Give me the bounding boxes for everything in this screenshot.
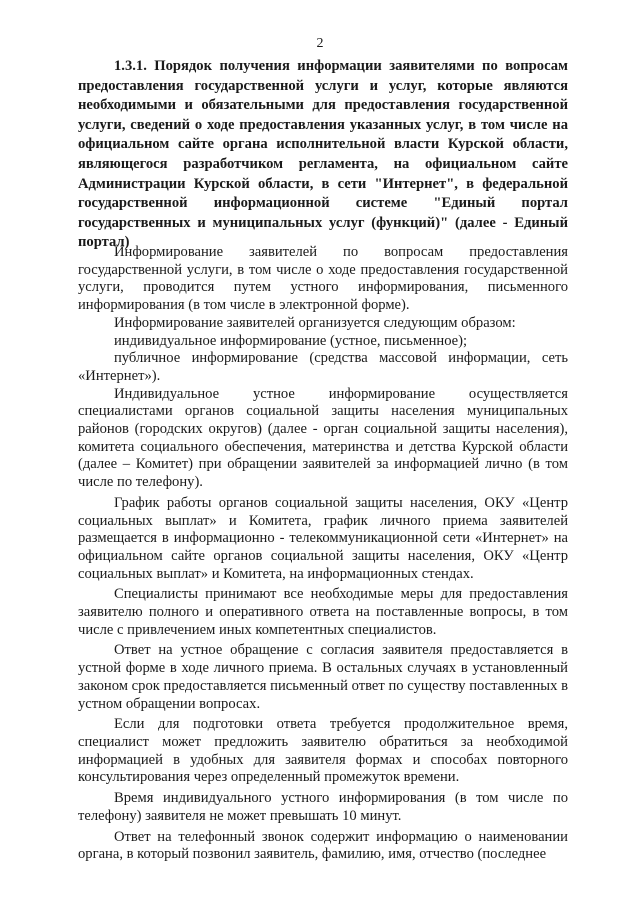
paragraph-specialists-measures: Специалисты принимают все необходимые меры для предоставления заявителю полного и оперативного ответа на поставленные вопросы, в том числе с привлечением иных компетентных специалистов. [78, 586, 568, 638]
paragraph-extended-time: Если для подготовки ответа требуется продолжительное время, специалист может предложить заявителю обратиться за необходимой информацией в удобных для заявителя формах и способах повторного консультирования через определенный промежуток времени. [78, 716, 568, 786]
paragraph-public-informing: публичное информирование (средства массовой информации, сеть «Интернет»). [78, 350, 568, 384]
paragraph-oral-informing: Индивидуальное устное информирование осуществляется специалистами органов социальной защиты населения муниципальных районов (городских округов) (далее - орган социальной защиты населения), комитета социального обеспечения, материнства и детства Курской области (далее – Комитет) при обращении заявителей за информацией лично (в том числе по телефону). [78, 385, 568, 491]
paragraph-informing-overview: Информирование заявителей по вопросам предоставления государственной услуги, в том числе о ходе предоставления государственной услуги, проводится путем устного информирования, письменного информирования (в том числе в электронной форме). [78, 244, 568, 314]
section-heading: 1.3.1. Порядок получения информации заявителями по вопросам предоставления государственной услуги и услуг, которые являются необходимыми и обязательными для предоставления государственной услуги, сведений о ходе предоставления указанных услуг, в том числе на официальном сайте органа исполнительной власти Курской области, являющегося разработчиком регламента, на официальном сайте Администрации Курской области, в сети "Интернет", в федеральной государственной информационной системе "Единый портал государственных и муниципальных услуг (функций)" (далее - Единый портал) [78, 58, 568, 251]
paragraph-oral-response: Ответ на устное обращение с согласия заявителя предоставляется в устной форме в ходе личного приема. В остальных случаях в установленный законом срок предоставляется письменный ответ по существу поставленных в устном обращении вопросах. [78, 642, 568, 712]
body-text [78, 244, 568, 864]
paragraph-informing-organization: Информирование заявителей организуется следующим образом: [114, 314, 516, 331]
page-number: 2 [316, 36, 324, 51]
paragraph-phone-answer: Ответ на телефонный звонок содержит информацию о наименовании органа, в который позвонил заявитель, фамилию, имя, отчество (последнее [78, 828, 568, 863]
paragraph-work-schedule: График работы органов социальной защиты населения, ОКУ «Центр социальных выплат» и Комитета, график личного приема заявителей размещается в информационно - телекоммуникационной сети «Интернет» на официальном сайте органов социальной защиты населения, ОКУ «Центр социальных выплат» и Комитета, на информационных стендах. [78, 494, 568, 582]
paragraph-individual-informing: индивидуальное информирование (устное, письменное); [114, 332, 468, 349]
paragraph-time-limit: Время индивидуального устного информирования (в том числе по телефону) заявителя не может превышать 10 минут. [78, 790, 568, 824]
